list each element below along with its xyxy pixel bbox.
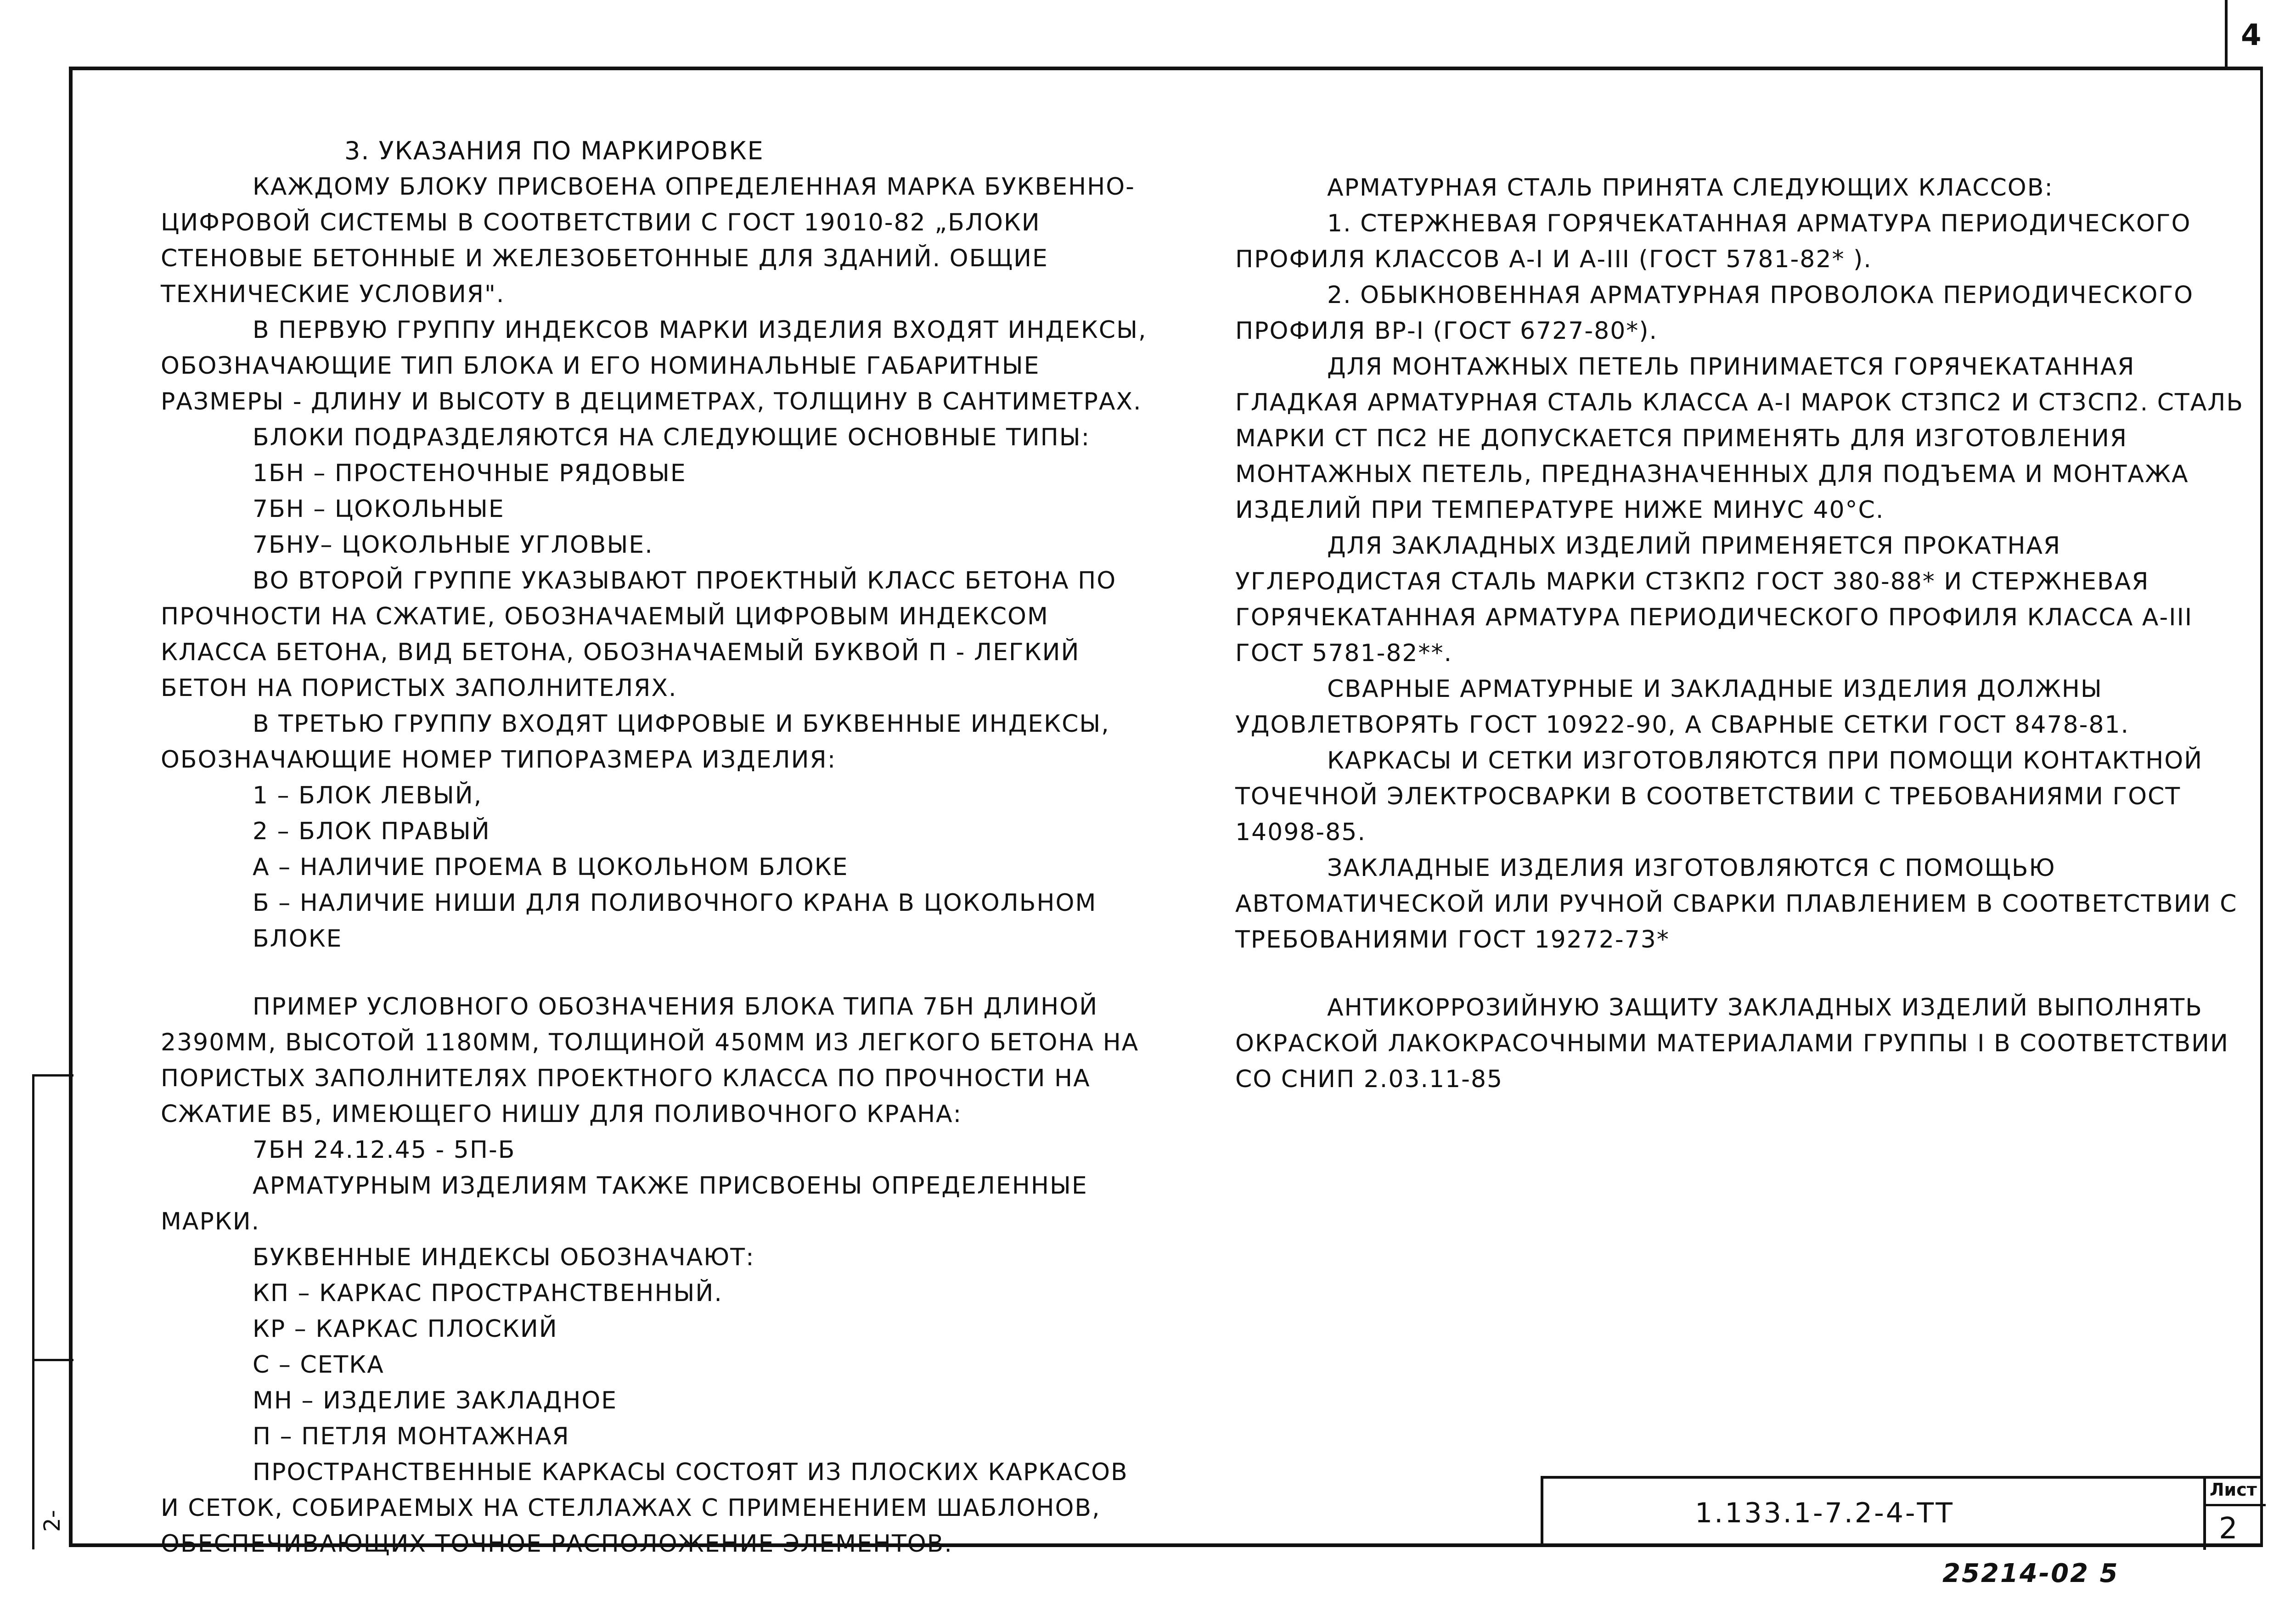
paragraph: КАЖДОМУ БЛОКУ ПРИСВОЕНА ОПРЕДЕЛЕННАЯ МАРКА БУКВЕННО-ЦИФРОВОЙ СИСТЕМЫ В СООТВЕТСТВИИ С ГОСТ 19010-82 „БЛОКИ СТЕНОВЫЕ БЕТОННЫЕ И ЖЕЛЕЗОБЕТОННЫЕ ДЛЯ ЗДАНИЙ. ОБЩИЕ ТЕХНИЧЕСКИЕ УСЛОВИЯ". [161, 173, 1135, 308]
left-binding-strip [32, 1074, 73, 1549]
right-text-column [1235, 170, 2245, 1097]
example-designation: 7БН 24.12.45 - 5П-Б [253, 1136, 516, 1164]
paragraph: 2. ОБЫКНОВЕННАЯ АРМАТУРНАЯ ПРОВОЛОКА ПЕРИОДИЧЕСКОГО ПРОФИЛЯ ВР-I (ГОСТ 6727-80*). [1235, 281, 2194, 345]
spacer [161, 957, 1148, 989]
left-text-column [161, 133, 1148, 1562]
list-item: Б – НАЛИЧИЕ НИШИ ДЛЯ ПОЛИВОЧНОГО КРАНА В ЦОКОЛЬНОМ БЛОКЕ [253, 889, 1097, 953]
list-item: КР – КАРКАС ПЛОСКИЙ [253, 1315, 558, 1343]
corner-page-number: 4 [2241, 18, 2262, 52]
list-item: 1БН – ПРОСТЕНОЧНЫЕ РЯДОВЫЕ [253, 460, 687, 487]
title-block-stamp [1541, 1476, 2263, 1547]
paragraph: ДЛЯ ЗАКЛАДНЫХ ИЗДЕЛИЙ ПРИМЕНЯЕТСЯ ПРОКАТНАЯ УГЛЕРОДИСТАЯ СТАЛЬ МАРКИ СТ3КП2 ГОСТ 380-88* И СТЕРЖНЕВАЯ ГОРЯЧЕКАТАННАЯ АРМАТУРА ПЕРИОДИЧЕСКОГО ПРОФИЛЯ КЛАССА А-III ГОСТ 5781-82**. [1235, 532, 2193, 667]
list-item: КП – КАРКАС ПРОСТРАНСТВЕННЫЙ. [253, 1279, 723, 1307]
corner-tick [2225, 0, 2228, 69]
list-item: А – НАЛИЧИЕ ПРОЕМА В ЦОКОЛЬНОМ БЛОКЕ [253, 853, 849, 881]
left-strip-vline [32, 1077, 34, 1549]
paragraph: ДЛЯ МОНТАЖНЫХ ПЕТЕЛЬ ПРИНИМАЕТСЯ ГОРЯЧЕКАТАННАЯ ГЛАДКАЯ АРМАТУРНАЯ СТАЛЬ КЛАССА А-I МАРОК СТ3ПС2 И СТ3СП2. СТАЛЬ МАРКИ СТ ПС2 НЕ ДОПУСКАЕТСЯ ПРИМЕНЯТЬ ДЛЯ ИЗГОТОВЛЕНИЯ МОНТАЖНЫХ ПЕТЕЛЬ, ПРЕДНАЗНАЧЕННЫХ ДЛЯ ПОДЪЕМА И МОНТАЖА ИЗДЕЛИЙ ПРИ ТЕМПЕРАТУРЕ НИЖЕ МИНУС 40°С. [1235, 353, 2244, 524]
paragraph: В ТРЕТЬЮ ГРУППУ ВХОДЯТ ЦИФРОВЫЕ И БУКВЕННЫЕ ИНДЕКСЫ, ОБОЗНАЧАЮЩИЕ НОМЕР ТИПОРАЗМЕРА ИЗДЕЛИЯ: [161, 710, 1110, 774]
paragraph: КАРКАСЫ И СЕТКИ ИЗГОТОВЛЯЮТСЯ ПРИ ПОМОЩИ КОНТАКТНОЙ ТОЧЕЧНОЙ ЭЛЕКТРОСВАРКИ В СООТВЕТСТВИИ С ТРЕБОВАНИЯМИ ГОСТ 14098-85. [1235, 747, 2203, 846]
paragraph: СВАРНЫЕ АРМАТУРНЫЕ И ЗАКЛАДНЫЕ ИЗДЕЛИЯ ДОЛЖНЫ УДОВЛЕТВОРЯТЬ ГОСТ 10922-90, А СВАРНЫЕ СЕТКИ ГОСТ 8478-81. [1235, 675, 2130, 739]
paragraph: АРМАТУРНЫМ ИЗДЕЛИЯМ ТАКЖЕ ПРИСВОЕНЫ ОПРЕДЕЛЕННЫЕ МАРКИ. [161, 1172, 1088, 1235]
sheet-number: 2 [2219, 1512, 2238, 1546]
left-strip-divider [32, 1359, 73, 1361]
paragraph: ПРИМЕР УСЛОВНОГО ОБОЗНАЧЕНИЯ БЛОКА ТИПА 7БН ДЛИНОЙ 2390ММ, ВЫСОТОЙ 1180ММ, ТОЛЩИНОЙ 450ММ ИЗ ЛЕГКОГО БЕТОНА НА ПОРИСТЫХ ЗАПОЛНИТЕЛЯХ ПРОЕКТНОГО КЛАССА ПО ПРОЧНОСТИ НА СЖАТИЕ В5, ИМЕЮЩЕГО НИШУ ДЛЯ ПОЛИВОЧНОГО КРАНА: [161, 993, 1139, 1128]
document-code: 1.133.1-7.2-4-ТТ [1695, 1497, 1954, 1529]
list-item: 2 – БЛОК ПРАВЫЙ [253, 818, 490, 845]
paragraph: АНТИКОРРОЗИЙНУЮ ЗАЩИТУ ЗАКЛАДНЫХ ИЗДЕЛИЙ ВЫПОЛНЯТЬ ОКРАСКОЙ ЛАКОКРАСОЧНЫМИ МАТЕРИАЛАМИ ГРУППЫ I В СООТВЕТСТВИИ СО СНИП 2.03.11-85 [1235, 994, 2229, 1093]
list-item: С – СЕТКА [253, 1351, 384, 1379]
archive-code: 25214-02 5 [1942, 1559, 2119, 1588]
paragraph: БУКВЕННЫЕ ИНДЕКСЫ ОБОЗНАЧАЮТ: [253, 1244, 755, 1271]
sheet-box [2203, 1479, 2263, 1550]
list-item: 7БНУ– ЦОКОЛЬНЫЕ УГЛОВЫЕ. [253, 531, 653, 559]
paragraph: ПРОСТРАНСТВЕННЫЕ КАРКАСЫ СОСТОЯТ ИЗ ПЛОСКИХ КАРКАСОВ И СЕТОК, СОБИРАЕМЫХ НА СТЕЛЛАЖАХ С ПРИМЕНЕНИЕМ ШАБЛОНОВ, ОБЕСПЕЧИВАЮЩИХ ТОЧНОЕ РАСПОЛОЖЕНИЕ ЭЛЕМЕНТОВ. [161, 1458, 1128, 1558]
side-mark: 2- [39, 1510, 65, 1532]
paragraph: АРМАТУРНАЯ СТАЛЬ ПРИНЯТА СЛЕДУЮЩИХ КЛАССОВ: [1327, 174, 2054, 202]
section-title: 3. УКАЗАНИЯ ПО МАРКИРОВКЕ [344, 136, 764, 165]
paragraph: ВО ВТОРОЙ ГРУППЕ УКАЗЫВАЮТ ПРОЕКТНЫЙ КЛАСС БЕТОНА ПО ПРОЧНОСТИ НА СЖАТИЕ, ОБОЗНАЧАЕМЫЙ ЦИФРОВЫМ ИНДЕКСОМ КЛАССА БЕТОНА, ВИД БЕТОНА, ОБОЗНАЧАЕМЫЙ БУКВОЙ П - ЛЕГКИЙ БЕТОН НА ПОРИСТЫХ ЗАПОЛНИТЕЛЯХ. [161, 567, 1117, 702]
sheet-label: Лист [2210, 1480, 2257, 1500]
list-item: МН – ИЗДЕЛИЕ ЗАКЛАДНОЕ [253, 1387, 618, 1414]
list-item: П – ПЕТЛЯ МОНТАЖНАЯ [253, 1423, 570, 1450]
paragraph: БЛОКИ ПОДРАЗДЕЛЯЮТСЯ НА СЛЕДУЮЩИЕ ОСНОВНЫЕ ТИПЫ: [253, 424, 1091, 451]
list-item: 7БН – ЦОКОЛЬНЫЕ [253, 495, 505, 523]
sheet-divider [2206, 1504, 2266, 1506]
spacer [1235, 958, 2245, 990]
paragraph: В ПЕРВУЮ ГРУППУ ИНДЕКСОВ МАРКИ ИЗДЕЛИЯ ВХОДЯТ ИНДЕКСЫ, ОБОЗНАЧАЮЩИЕ ТИП БЛОКА И ЕГО НОМИНАЛЬНЫЕ ГАБАРИТНЫЕ РАЗМЕРЫ - ДЛИНУ И ВЫСОТУ В ДЕЦИМЕТРАХ, ТОЛЩИНУ В САНТИМЕТРАХ. [161, 316, 1147, 415]
paragraph: 1. СТЕРЖНЕВАЯ ГОРЯЧЕКАТАННАЯ АРМАТУРА ПЕРИОДИЧЕСКОГО ПРОФИЛЯ КЛАССОВ А-I И А-III (ГОСТ 5781-82* ). [1235, 210, 2191, 273]
list-item: 1 – БЛОК ЛЕВЫЙ, [253, 782, 483, 809]
paragraph: ЗАКЛАДНЫЕ ИЗДЕЛИЯ ИЗГОТОВЛЯЮТСЯ С ПОМОЩЬЮ АВТОМАТИЧЕСКОЙ ИЛИ РУЧНОЙ СВАРКИ ПЛАВЛЕНИЕМ В СООТВЕТСТВИИ С ТРЕБОВАНИЯМИ ГОСТ 19272-73* [1235, 854, 2238, 954]
